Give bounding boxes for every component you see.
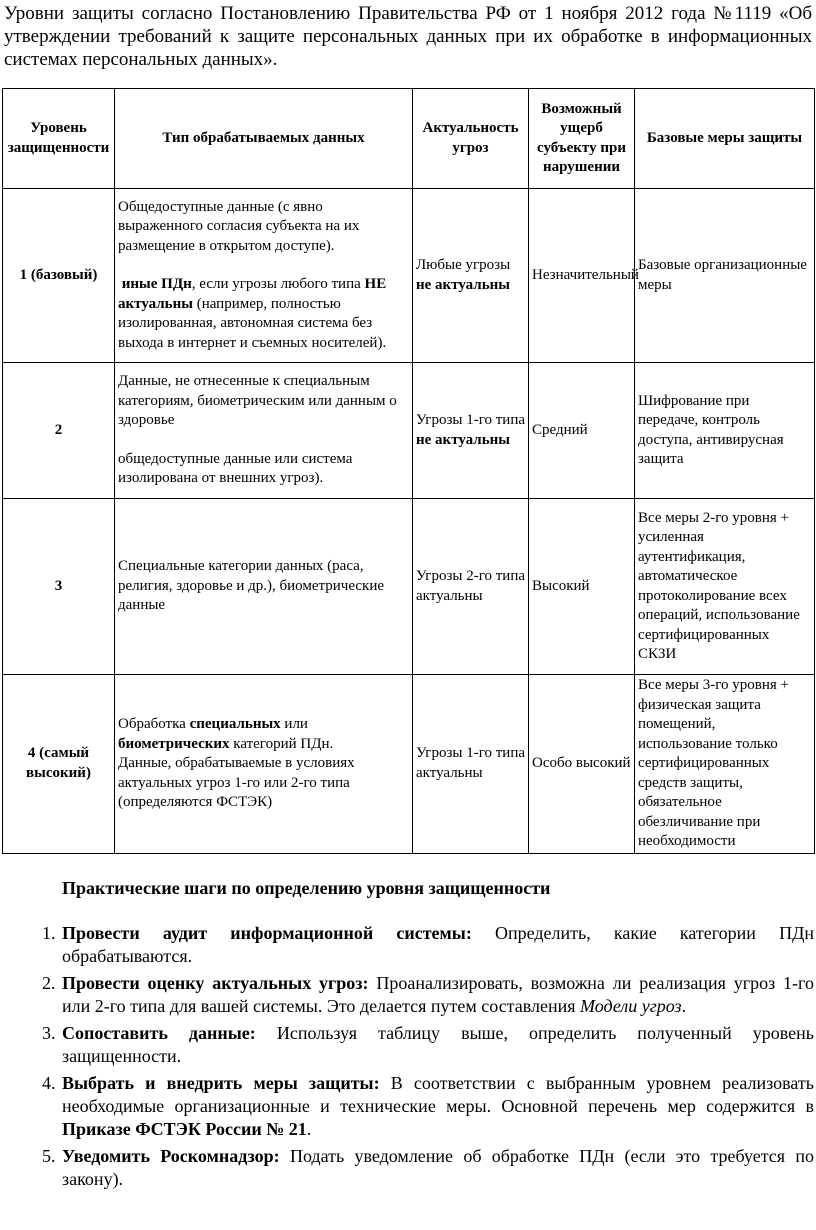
row-damage: Незначительный bbox=[529, 189, 635, 363]
table-row bbox=[3, 499, 815, 675]
row-threats: Угрозы 1-го типа не актуальны bbox=[413, 363, 529, 499]
row-data-type: Общедоступные данные (с явно выраженного согласия субъекта на их размещение в открытом доступе). иные ПДн, если угрозы любого типа НЕ актуальны (например, полностью изолированная, автономная система без выхода в интернет и съемных носителей). bbox=[115, 189, 413, 363]
protection-levels-table bbox=[2, 88, 815, 854]
row-threats: Любые угрозы не актуальны bbox=[413, 189, 529, 363]
row-measures: Базовые организационные меры bbox=[635, 189, 815, 363]
table-row bbox=[3, 363, 815, 499]
row-measures: Все меры 2-го уровня + усиленная аутентификация, автоматическое протоколирование всех операций, использование сертифицированных СКЗИ bbox=[635, 499, 815, 675]
table-row bbox=[3, 189, 815, 363]
row-measures: Все меры 3-го уровня + физическая защита помещений, использование только сертифицированных средств защиты, обязательное обезличивание при необходимости bbox=[635, 675, 815, 854]
header-level: Уровень защищенности bbox=[3, 89, 115, 189]
list-item: 2. Провести оценку актуальных угроз: Проанализировать, возможна ли реализация угроз 1-го или 2-го типа для вашей системы. Это делается путем составления Модели угроз. bbox=[60, 972, 814, 1018]
row-level: 4 (самый высокий) bbox=[3, 675, 115, 854]
header-type: Тип обрабатываемых данных bbox=[115, 89, 413, 189]
header-measures: Базовые меры защиты bbox=[635, 89, 815, 189]
row-level: 2 bbox=[3, 363, 115, 499]
row-data-type: Обработка специальных или биометрических категорий ПДн. Данные, обрабатываемые в условиях актуальных угроз 1-го или 2-го типа (определяются ФСТЭК) bbox=[115, 675, 413, 854]
row-level: 1 (базовый) bbox=[3, 189, 115, 363]
steps-heading: Практические шаги по определению уровня защищенности bbox=[62, 878, 551, 898]
row-damage: Средний bbox=[529, 363, 635, 499]
table-header-row bbox=[3, 89, 815, 189]
row-damage: Высокий bbox=[529, 499, 635, 675]
row-data-type: Данные, не отнесенные к специальным категориям, биометрическим или данным о здоровье общедоступные данные или система изолирована от внешних угроз). bbox=[115, 363, 413, 499]
header-damage: Возможный ущерб субъекту при нарушении bbox=[529, 89, 635, 189]
list-item: 4. Выбрать и внедрить меры защиты: В соответствии с выбранным уровнем реализовать необходимые организационные и технические меры. Основной перечень мер содержится в Приказе ФСТЭК России № 21. bbox=[60, 1072, 814, 1141]
row-threats: Угрозы 2-го типа актуальны bbox=[413, 499, 529, 675]
row-threats: Угрозы 1-го типа актуальны bbox=[413, 675, 529, 854]
row-measures: Шифрование при передаче, контроль доступа, антивирусная защита bbox=[635, 363, 815, 499]
intro-paragraph: Уровни защиты согласно Постановлению Правительства РФ от 1 ноября 2012 года №1119 «Об утверждении требований к защите персональных данных при их обработке в информационных системах персональных данных». bbox=[4, 3, 812, 70]
row-damage: Особо высокий bbox=[529, 675, 635, 854]
table-row bbox=[3, 675, 815, 854]
header-threats: Актуальность угроз bbox=[413, 89, 529, 189]
list-item: 1. Провести аудит информационной системы: Определить, какие категории ПДн обрабатываются. bbox=[60, 922, 814, 968]
list-item: 3. Сопоставить данные: Используя таблицу выше, определить полученный уровень защищенности. bbox=[60, 1022, 814, 1068]
row-data-type: Специальные категории данных (раса, религия, здоровье и др.), биометрические данные bbox=[115, 499, 413, 675]
row-level: 3 bbox=[3, 499, 115, 675]
list-item: 5. Уведомить Роскомнадзор: Подать уведомление об обработке ПДн (если это требуется по закону). bbox=[60, 1145, 814, 1191]
steps-list bbox=[0, 922, 814, 1195]
